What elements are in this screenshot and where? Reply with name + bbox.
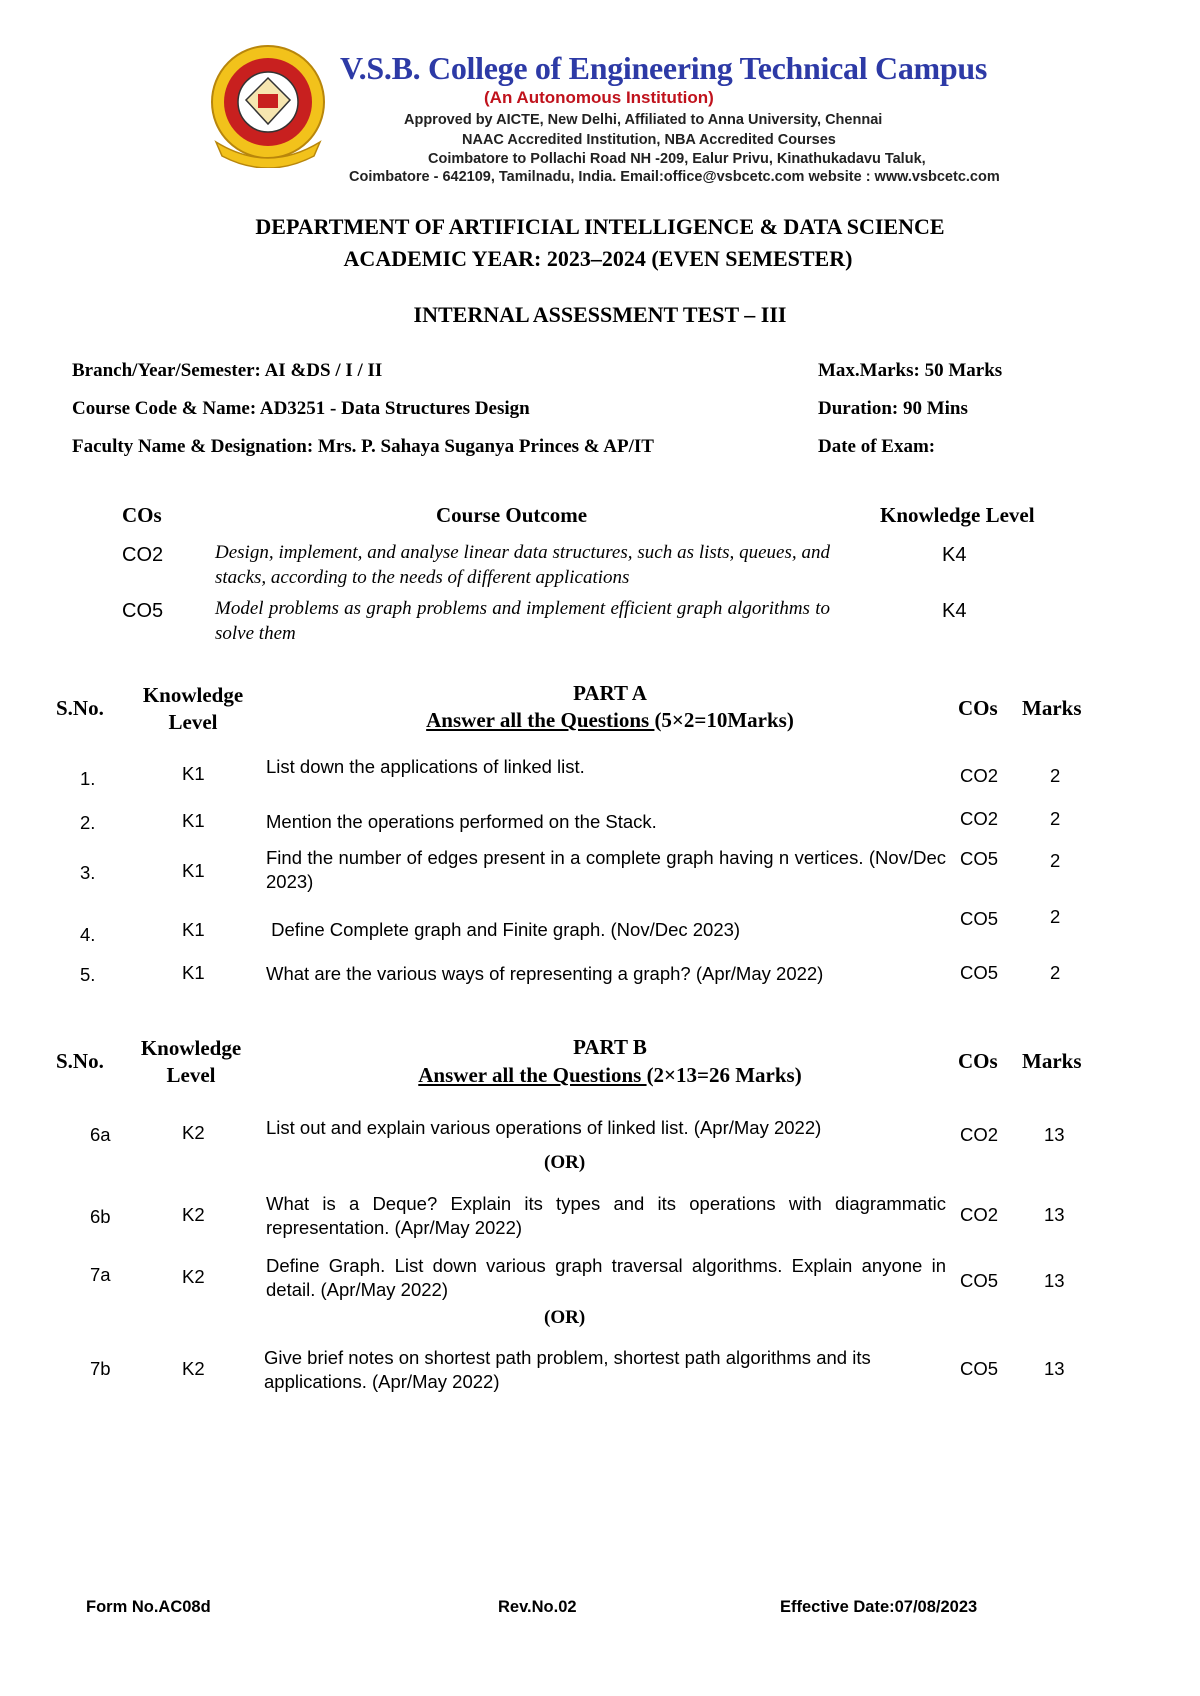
question-text: Mention the operations performed on the Stack. xyxy=(266,811,657,832)
sno-header: S.No. xyxy=(56,696,104,720)
question-co: CO2 xyxy=(960,1124,999,1145)
department-title: DEPARTMENT OF ARTIFICIAL INTELLIGENCE & DATA SCIENCE xyxy=(255,214,945,239)
question-marks: 2 xyxy=(1050,906,1061,927)
part-b-instruction: Answer all the Questions (2×13=26 Marks) xyxy=(418,1063,802,1087)
cos-col-header: COs xyxy=(958,1049,998,1073)
question-number: 2. xyxy=(80,812,96,833)
co-id: CO2 xyxy=(122,544,164,566)
question-number: 7b xyxy=(90,1358,111,1379)
question-co: CO2 xyxy=(960,808,999,829)
marks-col-header: Marks xyxy=(1022,696,1082,720)
or-separator: (OR) xyxy=(544,1307,586,1328)
college-logo xyxy=(206,44,330,168)
question-text: Define Complete graph and Finite graph. (Nov/Dec 2023) xyxy=(266,919,741,940)
part-b-title: PART B xyxy=(573,1035,647,1059)
question-marks: 2 xyxy=(1050,850,1061,871)
knowledge-level-header: Knowledge Level xyxy=(880,503,1035,527)
question-co: CO5 xyxy=(960,1270,999,1291)
co-level: K4 xyxy=(942,544,967,566)
co-level: K4 xyxy=(942,600,967,622)
co-description: Design, implement, and analyse linear data structures, such as lists, queues, and stacks, according to the needs of different applications xyxy=(215,542,830,588)
sno-header: S.No. xyxy=(56,1049,104,1073)
question-marks: 13 xyxy=(1044,1270,1065,1291)
question-marks: 13 xyxy=(1044,1124,1065,1145)
header-line-3: Coimbatore to Pollachi Road NH -209, Ealur Privu, Kinathukadavu Taluk, xyxy=(428,151,926,167)
test-title: INTERNAL ASSESSMENT TEST – III xyxy=(413,302,787,327)
knowledge-level-col-header: Knowledge Level xyxy=(140,1036,242,1087)
question-kl: K1 xyxy=(182,763,205,784)
academic-year: ACADEMIC YEAR: 2023–2024 (EVEN SEMESTER) xyxy=(343,246,853,271)
faculty-info: Faculty Name & Designation: Mrs. P. Sahaya Suganya Princes & AP/IT xyxy=(72,436,654,457)
college-name: V.S.B. College of Engineering Technical Campus xyxy=(340,50,988,86)
question-text: List down the applications of linked list. xyxy=(266,756,585,777)
question-co: CO5 xyxy=(960,908,999,929)
question-marks: 13 xyxy=(1044,1358,1065,1379)
question-marks: 2 xyxy=(1050,765,1061,786)
marks-col-header: Marks xyxy=(1022,1049,1082,1073)
question-kl: K2 xyxy=(182,1204,205,1225)
question-number: 6b xyxy=(90,1206,111,1227)
question-marks: 13 xyxy=(1044,1204,1065,1225)
question-number: 1. xyxy=(80,768,96,789)
co-id: CO5 xyxy=(122,600,164,622)
question-kl: K1 xyxy=(182,860,205,881)
question-text: Find the number of edges present in a complete graph having n vertices. (Nov/Dec 2023) xyxy=(266,847,946,892)
question-number: 3. xyxy=(80,862,96,883)
autonomous-label: (An Autonomous Institution) xyxy=(484,88,714,107)
question-kl: K2 xyxy=(182,1122,205,1143)
max-marks: Max.Marks: 50 Marks xyxy=(818,360,1003,381)
branch-info: Branch/Year/Semester: AI &DS / I / II xyxy=(72,360,383,381)
form-number: Form No.AC08d xyxy=(86,1598,211,1616)
header-line-2: NAAC Accredited Institution, NBA Accredited Courses xyxy=(462,132,836,148)
part-a-title: PART A xyxy=(573,681,647,705)
question-kl: K2 xyxy=(182,1358,205,1379)
question-marks: 2 xyxy=(1050,962,1061,983)
duration: Duration: 90 Mins xyxy=(818,398,968,419)
question-text: Give brief notes on shortest path problem, shortest path algorithms and its applications. (Apr/May 2022) xyxy=(264,1347,871,1392)
header-line-4: Coimbatore - 642109, Tamilnadu, India. Email:office@vsbcetc.com website : www.vsbcetc.com xyxy=(349,169,1000,185)
cos-col-header: COs xyxy=(958,696,998,720)
question-text: What is a Deque? Explain its types and its operations with diagrammatic representation. (Apr/May 2022) xyxy=(266,1193,946,1238)
question-co: CO5 xyxy=(960,1358,999,1379)
question-co: CO5 xyxy=(960,848,999,869)
co-header: COs xyxy=(122,503,162,527)
course-outcome-header: Course Outcome xyxy=(436,503,588,527)
question-kl: K1 xyxy=(182,810,205,831)
co-description: Model problems as graph problems and implement efficient graph algorithms to solve them xyxy=(215,598,830,644)
question-number: 5. xyxy=(80,964,96,985)
question-marks: 2 xyxy=(1050,808,1061,829)
question-co: CO2 xyxy=(960,1204,999,1225)
part-a-instruction: Answer all the Questions (5×2=10Marks) xyxy=(426,708,794,732)
effective-date: Effective Date:07/08/2023 xyxy=(780,1598,978,1616)
question-co: CO5 xyxy=(960,962,999,983)
question-text: Define Graph. List down various graph traversal algorithms. Explain anyone in detail. (Apr/May 2022) xyxy=(266,1255,946,1300)
or-separator: (OR) xyxy=(544,1152,586,1173)
question-co: CO2 xyxy=(960,765,999,786)
question-number: 6a xyxy=(90,1124,111,1145)
question-number: 7a xyxy=(90,1264,111,1285)
question-kl: K1 xyxy=(182,962,205,983)
exam-date: Date of Exam: xyxy=(818,436,936,457)
knowledge-level-col-header: Knowledge Level xyxy=(142,683,244,734)
header-line-1: Approved by AICTE, New Delhi, Affiliated to Anna University, Chennai xyxy=(404,112,883,128)
question-number: 4. xyxy=(80,924,96,945)
question-kl: K2 xyxy=(182,1266,205,1287)
question-text: List out and explain various operations of linked list. (Apr/May 2022) xyxy=(266,1117,822,1138)
question-kl: K1 xyxy=(182,919,205,940)
revision-number: Rev.No.02 xyxy=(498,1598,577,1616)
course-info: Course Code & Name: AD3251 - Data Structures Design xyxy=(72,398,530,419)
question-text: What are the various ways of representing a graph? (Apr/May 2022) xyxy=(266,963,824,984)
